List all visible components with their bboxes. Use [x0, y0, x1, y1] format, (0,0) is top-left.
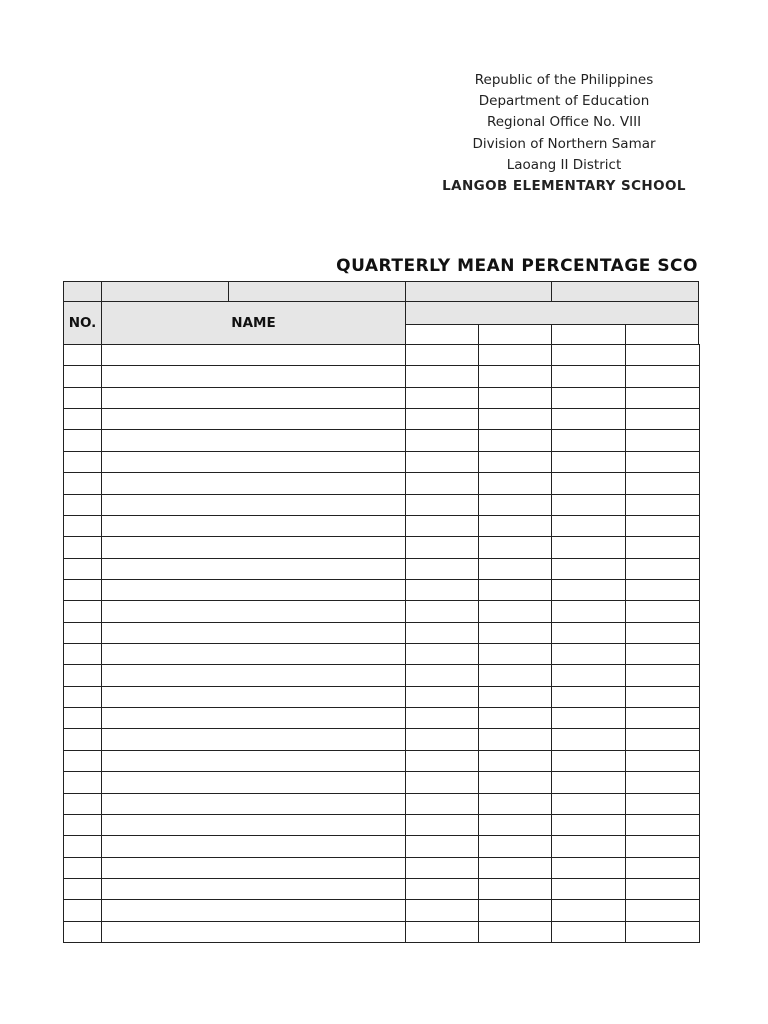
row-score-cell	[405, 387, 479, 409]
row-score-cell	[625, 664, 700, 687]
row-score-cell	[405, 515, 479, 537]
row-number-cell	[63, 793, 102, 815]
row-score-cell	[405, 793, 479, 815]
row-number-cell	[63, 686, 102, 708]
row-score-cell	[478, 857, 552, 879]
row-score-cell	[551, 899, 626, 922]
row-number-cell	[63, 728, 102, 751]
row-score-cell	[551, 686, 626, 708]
row-number-cell	[63, 600, 102, 623]
row-score-cell	[478, 579, 552, 601]
score-group-header	[405, 301, 699, 325]
row-score-cell	[478, 793, 552, 815]
row-score-cell	[478, 771, 552, 794]
row-score-cell	[625, 835, 700, 858]
row-score-cell	[625, 494, 700, 516]
row-number-cell	[63, 750, 102, 772]
row-score-cell	[478, 835, 552, 858]
row-score-cell	[551, 835, 626, 858]
row-number-cell	[63, 558, 102, 580]
row-score-cell	[625, 728, 700, 751]
row-score-cell	[551, 728, 626, 751]
row-score-cell	[405, 622, 479, 644]
row-score-cell	[478, 365, 552, 388]
row-score-cell	[478, 515, 552, 537]
row-score-cell	[478, 451, 552, 473]
row-score-cell	[625, 750, 700, 772]
row-score-cell	[405, 472, 479, 495]
row-score-cell	[478, 622, 552, 644]
score-subheader	[625, 324, 699, 345]
row-score-cell	[551, 814, 626, 836]
row-number-cell	[63, 387, 102, 409]
row-number-cell	[63, 515, 102, 537]
row-score-cell	[551, 579, 626, 601]
row-score-cell	[551, 429, 626, 452]
header-cell	[101, 281, 229, 302]
row-name-cell	[101, 622, 406, 644]
row-score-cell	[478, 429, 552, 452]
row-score-cell	[405, 365, 479, 388]
header-cell	[405, 281, 552, 302]
row-name-cell	[101, 857, 406, 879]
row-score-cell	[478, 921, 552, 943]
row-score-cell	[625, 344, 700, 366]
row-score-cell	[478, 600, 552, 623]
row-score-cell	[551, 600, 626, 623]
row-score-cell	[405, 921, 479, 943]
row-name-cell	[101, 600, 406, 623]
row-number-cell	[63, 771, 102, 794]
row-score-cell	[405, 643, 479, 665]
header-cell	[551, 281, 699, 302]
row-name-cell	[101, 664, 406, 687]
letterhead	[414, 70, 714, 197]
row-number-cell	[63, 835, 102, 858]
row-name-cell	[101, 899, 406, 922]
row-score-cell	[551, 750, 626, 772]
row-number-cell	[63, 878, 102, 900]
row-score-cell	[551, 921, 626, 943]
row-score-cell	[625, 878, 700, 900]
row-name-cell	[101, 387, 406, 409]
row-score-cell	[478, 558, 552, 580]
row-number-cell	[63, 921, 102, 943]
row-number-cell	[63, 365, 102, 388]
row-score-cell	[405, 814, 479, 836]
row-name-cell	[101, 921, 406, 943]
row-score-cell	[405, 344, 479, 366]
row-name-cell	[101, 365, 406, 388]
letterhead-district: Laoang II District	[506, 156, 622, 173]
row-score-cell	[405, 899, 479, 922]
row-number-cell	[63, 857, 102, 879]
row-score-cell	[405, 600, 479, 623]
row-number-cell	[63, 408, 102, 430]
row-score-cell	[478, 750, 552, 772]
row-score-cell	[551, 451, 626, 473]
row-name-cell	[101, 429, 406, 452]
row-score-cell	[551, 857, 626, 879]
row-score-cell	[625, 921, 700, 943]
header-cell	[228, 281, 406, 302]
row-score-cell	[405, 835, 479, 858]
row-score-cell	[625, 814, 700, 836]
row-score-cell	[405, 728, 479, 751]
row-score-cell	[625, 429, 700, 452]
row-score-cell	[625, 558, 700, 580]
letterhead-regional-office: Regional Office No. VIII	[486, 114, 642, 131]
row-score-cell	[551, 472, 626, 495]
row-score-cell	[405, 558, 479, 580]
row-number-cell	[63, 472, 102, 495]
row-number-cell	[63, 536, 102, 559]
letterhead-department: Department of Education	[478, 93, 650, 110]
score-subheader	[551, 324, 626, 345]
row-number-cell	[63, 664, 102, 687]
row-score-cell	[625, 536, 700, 559]
column-header-no: NO.	[63, 301, 102, 345]
row-score-cell	[551, 664, 626, 687]
row-score-cell	[405, 707, 479, 729]
row-score-cell	[405, 878, 479, 900]
row-score-cell	[625, 472, 700, 495]
row-name-cell	[101, 579, 406, 601]
row-score-cell	[625, 451, 700, 473]
row-score-cell	[478, 686, 552, 708]
row-score-cell	[405, 579, 479, 601]
row-name-cell	[101, 835, 406, 858]
row-score-cell	[551, 515, 626, 537]
row-score-cell	[478, 878, 552, 900]
form-title: QUARTERLY MEAN PERCENTAGE SCO	[336, 256, 698, 276]
row-score-cell	[625, 408, 700, 430]
row-score-cell	[551, 622, 626, 644]
row-score-cell	[405, 494, 479, 516]
row-number-cell	[63, 579, 102, 601]
letterhead-division: Division of Northern Samar	[472, 135, 656, 152]
row-score-cell	[405, 429, 479, 452]
row-score-cell	[625, 857, 700, 879]
row-name-cell	[101, 536, 406, 559]
row-name-cell	[101, 878, 406, 900]
column-header-name: NAME	[101, 301, 406, 345]
row-score-cell	[551, 771, 626, 794]
row-score-cell	[625, 771, 700, 794]
row-score-cell	[551, 344, 626, 366]
row-score-cell	[625, 579, 700, 601]
row-score-cell	[551, 408, 626, 430]
row-score-cell	[405, 686, 479, 708]
row-score-cell	[405, 750, 479, 772]
row-number-cell	[63, 899, 102, 922]
row-name-cell	[101, 494, 406, 516]
row-number-cell	[63, 429, 102, 452]
row-score-cell	[551, 558, 626, 580]
row-score-cell	[625, 365, 700, 388]
row-name-cell	[101, 558, 406, 580]
row-score-cell	[625, 387, 700, 409]
row-score-cell	[551, 387, 626, 409]
row-score-cell	[478, 728, 552, 751]
row-score-cell	[625, 643, 700, 665]
row-number-cell	[63, 643, 102, 665]
row-name-cell	[101, 643, 406, 665]
row-score-cell	[625, 707, 700, 729]
row-score-cell	[551, 365, 626, 388]
row-number-cell	[63, 344, 102, 366]
row-name-cell	[101, 750, 406, 772]
row-number-cell	[63, 814, 102, 836]
row-score-cell	[625, 793, 700, 815]
score-subheader	[478, 324, 552, 345]
row-score-cell	[405, 857, 479, 879]
row-score-cell	[478, 408, 552, 430]
row-score-cell	[478, 899, 552, 922]
row-score-cell	[478, 344, 552, 366]
row-score-cell	[478, 387, 552, 409]
row-score-cell	[478, 536, 552, 559]
row-name-cell	[101, 451, 406, 473]
row-score-cell	[405, 771, 479, 794]
row-score-cell	[478, 664, 552, 687]
row-name-cell	[101, 344, 406, 366]
row-score-cell	[551, 643, 626, 665]
row-score-cell	[478, 494, 552, 516]
row-name-cell	[101, 728, 406, 751]
letterhead-school-name: LANGOB ELEMENTARY SCHOOL	[442, 178, 686, 195]
row-name-cell	[101, 771, 406, 794]
row-score-cell	[405, 664, 479, 687]
row-score-cell	[551, 793, 626, 815]
row-name-cell	[101, 814, 406, 836]
row-number-cell	[63, 494, 102, 516]
row-score-cell	[625, 899, 700, 922]
row-score-cell	[625, 515, 700, 537]
row-score-cell	[551, 494, 626, 516]
row-score-cell	[551, 878, 626, 900]
row-name-cell	[101, 707, 406, 729]
row-score-cell	[478, 707, 552, 729]
row-name-cell	[101, 472, 406, 495]
row-score-cell	[625, 686, 700, 708]
row-score-cell	[478, 472, 552, 495]
row-name-cell	[101, 793, 406, 815]
row-number-cell	[63, 451, 102, 473]
row-score-cell	[405, 536, 479, 559]
row-name-cell	[101, 515, 406, 537]
row-number-cell	[63, 707, 102, 729]
row-score-cell	[405, 451, 479, 473]
letterhead-country: Republic of the Philippines	[474, 72, 654, 88]
row-name-cell	[101, 686, 406, 708]
header-cell	[63, 281, 102, 302]
row-score-cell	[405, 408, 479, 430]
row-name-cell	[101, 408, 406, 430]
row-score-cell	[551, 536, 626, 559]
row-number-cell	[63, 622, 102, 644]
row-score-cell	[478, 643, 552, 665]
row-score-cell	[625, 600, 700, 623]
row-score-cell	[551, 707, 626, 729]
row-score-cell	[625, 622, 700, 644]
score-subheader	[405, 324, 479, 345]
row-score-cell	[478, 814, 552, 836]
